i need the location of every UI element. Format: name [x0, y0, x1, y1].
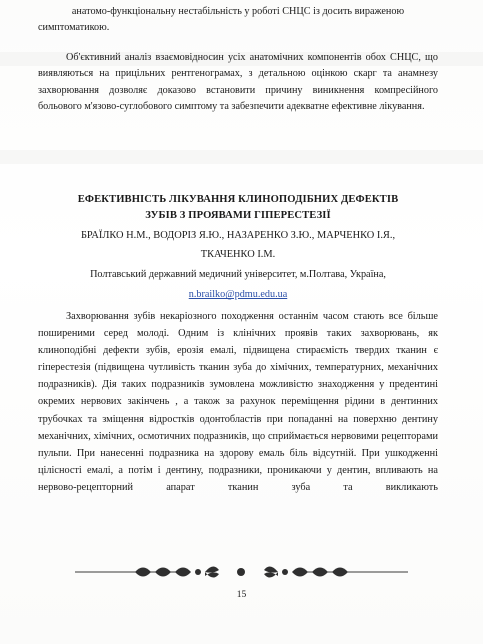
previous-section-text: [38, 4, 438, 37]
article-body-block: [38, 308, 438, 496]
article-title-line-2: ЗУБІВ З ПРОЯВАМИ ГІПЕРЕСТЕЗІЇ: [145, 210, 331, 222]
article-header: [38, 192, 438, 304]
author-email-link[interactable]: n.brailko@pdmu.edu.ua: [188, 289, 288, 301]
previous-line: анатомо-функціональну нестабільність у роботі СНЦС із досить вираженою: [71, 6, 405, 17]
page-number: 15: [236, 590, 247, 600]
authors-line-2: ТКАЧЕНКО І.М.: [200, 248, 276, 260]
previous-line: симптоматикою.: [38, 22, 110, 34]
article-title-line-1: ЕФЕКТИВНІСТЬ ЛІКУВАННЯ КЛИНОПОДІБНИХ ДЕФЕКТІВ: [77, 194, 399, 205]
article-body-paragraph: Захворювання зубів некаріозного походження останнім часом стають все більше поширеними серед молоді. Одним із клінічних проявів таких захворювань, як клиноподібні дефекти зубів, ерозія емалі, підвищена стираємість твердих тканин є гіперестезія (підвищена чутливість тканин зуба до хімічних, температурних, механічних подразників). Дія таких подразників зумовлена можливістю знаходження у предентині окремих нервових закінчень , а також за рахунок переміщення рідини в дентинних трубочках та зміщення відростків одонтобластів при попаданні на поверхню дентину механічних, хімічних, осмотичних подразників, що сприймається нервовими рецепторами пульпи. При нанесенні подразника на здорову емаль біль відсутній. При ушкодженні цілісності емалі, а потім і дентину, подразники, проникаючи у дентин, впливають на нервово-рецепторний апарат тканин зуба та викликають: [38, 311, 438, 493]
conclusion-paragraph: Об'єктивний аналіз взаємовідносин усіх анатомічних компонентів обох СНЦС, що виявляються на прицільних рентгенограмах, з детальною оцінкою скарг та анамнезу захворювання дозволяє доказово встановити причину виникнення компресійного больового м'язово-суглобового симптому та забезпечити адекватне ефективне лікування.: [38, 52, 438, 112]
authors-line-1: БРАЇЛКО Н.М., ВОДОРІЗ Я.Ю., НАЗАРЕНКО З.Ю., МАРЧЕНКО І.Я.,: [80, 229, 396, 241]
conclusion-paragraph-block: [38, 50, 438, 115]
affiliation: Полтавський державний медичний університет, м.Полтава, Україна,: [90, 269, 386, 281]
bleed-through-shade: [0, 150, 483, 164]
decorative-ornament: [75, 560, 408, 584]
